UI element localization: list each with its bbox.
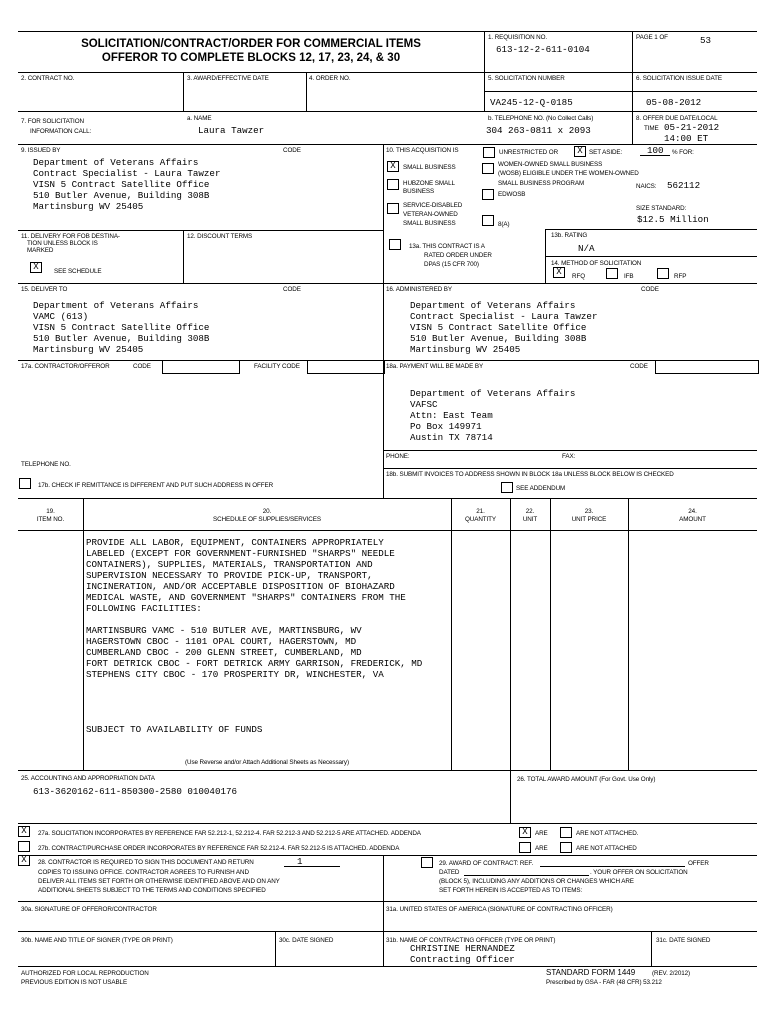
footer-authorized: AUTHORIZED FOR LOCAL REPRODUCTION [21,970,149,977]
28-text-line4: ADDITIONAL SHEETS SUBJECT TO THE TERMS AND CONDITIONS SPECIFIED [38,887,266,894]
accounting-value[interactable]: 613-3620162-611-850300-2580 010040176 [33,786,237,797]
col21-number: 21. [476,508,485,515]
footer-prescribed: Prescribed by GSA - FAR (48 CFR) 53.212 [546,979,662,986]
footer-revision: (REV. 2/2012) [652,970,691,977]
27b-are-label: ARE [535,845,548,852]
payment-code-field[interactable] [655,360,759,374]
rated-order-label-3: DPAS (15 CFR 700) [424,261,479,268]
rfq-label: RFQ [572,273,585,280]
issued-by-line-4: 510 Butler Avenue, Building 308B [33,190,210,201]
info-call-label-2: INFORMATION CALL: [30,128,92,135]
total-award-label: 26. TOTAL AWARD AMOUNT (For Govt. Use Only) [517,776,656,783]
order-no-label: 4. ORDER NO. [309,75,351,82]
col20-number: 20. [262,508,272,515]
payment-line-2: VAFSC [410,399,438,410]
contract-no-label: 2. CONTRACT NO. [21,75,75,82]
fob-label-3: MARKED [27,247,54,254]
administered-by-line-1: Department of Veterans Affairs [410,300,576,311]
payment-by-label: 18a. PAYMENT WILL BE MADE BY [386,363,484,370]
offer-due-label: 8. OFFER DUE DATE/LOCAL [636,115,718,122]
size-standard-value[interactable]: $12.5 Million [637,214,709,225]
edwosb-label: EDWOSB [498,191,526,198]
form-title-line1: SOLICITATION/CONTRACT/ORDER FOR COMMERCIAL ITEMS [81,38,421,50]
discount-terms-label: 12. DISCOUNT TERMS [187,233,253,240]
rating-value[interactable]: N/A [578,243,595,254]
contractor-code-label: CODE [133,363,151,370]
8a-label: 8(A) [498,221,510,228]
27a-are-checkbox[interactable]: X [519,827,531,838]
rated-order-label: 13a. THIS CONTRACT IS A [409,243,485,250]
29-text-line3: (BLOCK 5), INCLUDING ANY ADDITIONS OR CHANGES WHICH ARE [439,878,634,885]
28-text-line1: 28. CONTRACTOR IS REQUIRED TO SIGN THIS DOCUMENT AND RETURN [38,859,254,866]
29-offer-label: OFFER [688,860,709,867]
solicitation-number-value[interactable]: VA245-12-Q-0185 [490,97,573,108]
issued-by-label: 9. ISSUED BY [21,147,61,154]
issue-date-label: 6. SOLICITATION ISSUE DATE [636,75,722,82]
administered-by-line-4: 510 Butler Avenue, Building 308B [410,333,587,344]
col19-header: ITEM NO. [36,516,65,523]
co-name-label: 31b. NAME OF CONTRACTING OFFICER (TYPE OR PRINT) [386,937,556,944]
sdvosb-label-3: SMALL BUSINESS [403,220,456,227]
accounting-label: 25. ACCOUNTING AND APPROPRIATION DATA [21,775,155,782]
small-business-checkbox[interactable]: X [387,161,399,172]
administered-by-label: 16. ADMINISTERED BY [386,286,452,293]
set-aside-percent[interactable]: 100 [647,145,664,156]
ifb-label: IFB [624,273,634,280]
col24-number: 24. [688,508,697,515]
sdvosb-checkbox[interactable] [387,203,399,214]
col22-header: UNIT [522,516,538,523]
edwosb-checkbox[interactable] [482,189,494,200]
see-schedule-label: SEE SCHEDULE [54,268,102,275]
issued-by-code-label: CODE [283,147,301,154]
fob-label: 11. DELIVERY FOR FOB DESTINA- [21,233,120,240]
issued-by-line-1: Department of Veterans Affairs [33,157,199,168]
rfq-checkbox[interactable]: X [553,267,565,278]
col23-number: 23. [584,508,594,515]
rated-order-label-2: RATED ORDER UNDER [424,252,492,259]
contact-name-label: a. NAME [187,115,212,122]
reverse-note: (Use Reverse and/or Attach Additional Sheets as Necessary) [185,759,349,766]
deliver-to-code-label: CODE [283,286,301,293]
unrestricted-label: UNRESTRICTED OR [499,149,559,156]
offer-due-time[interactable]: 14:00 ET [664,133,709,144]
8a-checkbox[interactable] [482,215,494,226]
sdvosb-label-2: VETERAN-OWNED [403,211,458,218]
fob-label-2: TION UNLESS BLOCK IS [27,240,98,247]
facility-code-label: FACILITY CODE [254,363,300,370]
remittance-checkbox[interactable] [19,478,31,489]
set-aside-checkbox[interactable]: X [574,146,586,157]
page-label: PAGE 1 OF [636,34,668,41]
submit-invoices-label: 18b. SUBMIT INVOICES TO ADDRESS SHOWN IN BLOCK 18a UNLESS BLOCK BELOW IS CHECKED [386,471,674,478]
col23-header: UNIT PRICE [571,516,607,523]
co-date-signed-label: 31c. DATE SIGNED [656,937,711,944]
solicitation-method-label: 14. METHOD OF SOLICITATION [551,260,642,267]
administered-by-line-2: Contract Specialist - Laura Tawzer [410,311,598,322]
27a-are-label: ARE [535,830,548,837]
27b-text: 27b. CONTRACT/PURCHASE ORDER INCORPORATES BY REFERENCE FAR 52.212-4. FAR 52.212-5 IS ATTACHED. ADDENDA [38,845,400,852]
footer-previous-edition: PREVIOUS EDITION IS NOT USABLE [21,979,128,986]
footer-form-name: STANDARD FORM 1449 [546,968,636,977]
col22-number: 22. [525,508,535,515]
contractor-code-field[interactable] [162,360,240,374]
ifb-checkbox[interactable] [606,268,618,279]
29-text-line2: . YOUR OFFER ON SOLICITATION [590,869,688,876]
set-aside-label: SET ASIDE: [589,149,623,156]
see-addendum-label: SEE ADDENDUM [516,485,566,492]
contractor-label: 17a. CONTRACTOR/OFFEROR [21,363,110,370]
27a-are-not-checkbox[interactable] [560,827,572,838]
contact-name-value[interactable]: Laura Tawzer [198,125,265,136]
rfp-label: RFP [674,273,687,280]
issue-date-value[interactable]: 05-08-2012 [646,97,702,108]
28-checkbox[interactable]: X [18,855,30,866]
unrestricted-checkbox[interactable] [483,147,495,158]
rated-order-checkbox[interactable] [389,239,401,250]
27b-checkbox[interactable] [18,841,30,852]
offeror-signature-label: 30a. SIGNATURE OF OFFEROR/CONTRACTOR [21,906,157,913]
sdvosb-label: SERVICE-DISABLED [403,202,463,209]
payment-line-4: Po Box 149971 [410,421,482,432]
award-date-label: 3. AWARD/EFFECTIVE DATE [187,75,269,82]
offer-due-date[interactable]: 05-21-2012 [664,122,720,133]
28-text-line3: DELIVER ALL ITEMS SET FORTH OR OTHERWISE IDENTIFIED ABOVE AND ON ANY [38,878,280,885]
27a-text: 27a. SOLICITATION INCORPORATES BY REFERENCE FAR 52.212-1, 52.212-4. FAR 52.212-3 AND 52.212-5 ARE ATTACHED. ADDENDA [38,830,421,837]
col24-header: AMOUNT [679,516,706,523]
administered-by-code-label: CODE [641,286,659,293]
info-call-label: 7. FOR SOLICITATION [21,118,84,125]
acquisition-label: 10. THIS ACQUISITION IS [386,147,459,154]
27b-are-not-checkbox[interactable] [560,842,572,853]
payment-fax-label: FAX: [562,453,576,460]
27b-are-checkbox[interactable] [519,842,531,853]
issued-by-line-5: Martinsburg WV 25405 [33,201,144,212]
requisition-no-label: 1. REQUISITION NO. [488,34,548,41]
deliver-to-line-4: 510 Butler Avenue, Building 308B [33,333,210,344]
col21-header: QUANTITY [464,516,497,523]
co-name-value: CHRISTINE HERNANDEZ [410,943,515,954]
offer-due-time-label: TIME [644,125,659,132]
administered-by-line-5: Martinsburg WV 25405 [410,344,521,355]
27a-checkbox[interactable]: X [18,826,30,837]
solicitation-number-label: 5. SOLICITATION NUMBER [488,75,565,82]
col19-number: 19. [46,508,55,515]
29-checkbox[interactable] [421,857,433,868]
form-title-line2: OFFEROR TO COMPLETE BLOCKS 12, 17, 23, 24, & 30 [101,52,401,64]
payment-line-3: Attn: East Team [410,410,493,421]
deliver-to-label: 15. DELIVER TO [21,286,68,293]
see-addendum-checkbox[interactable] [501,482,513,493]
rating-label: 13b. RATING [551,232,588,239]
29-text-line1: 29. AWARD OF CONTRACT: REF. [439,860,534,867]
naics-label: NAICS: [636,183,657,190]
percent-for-label: % FOR: [672,149,694,156]
offeror-date-signed-label: 30c. DATE SIGNED [279,937,334,944]
29-text-line4: SET FORTH HEREIN IS ACCEPTED AS TO ITEMS: [439,887,583,894]
requisition-no-value[interactable]: 613-12-2-611-0104 [496,44,590,55]
administered-by-line-3: VISN 5 Contract Satellite Office [410,322,587,333]
deliver-to-line-2: VAMC (613) [33,311,89,322]
29-dated-label: DATED [439,869,460,876]
27b-are-not-label: ARE NOT ATTACHED [576,845,637,852]
wosb-label-2: (WOSB) ELIGIBLE UNDER THE WOMEN-OWNED [498,170,639,177]
hubzone-label: HUBZONE SMALL [403,180,455,187]
co-title-value: Contracting Officer [410,954,515,965]
co-signature-label: 31a. UNITED STATES OF AMERICA (SIGNATURE OF CONTRACTING OFFICER) [386,906,613,913]
remittance-label: 17b. CHECK IF REMITTANCE IS DIFFERENT AND PUT SUCH ADDRESS IN OFFER [38,482,274,489]
wosb-label-3: SMALL BUSINESS PROGRAM [498,180,585,187]
col20-header: SCHEDULE OF SUPPLIES/SERVICES [213,516,321,523]
signer-name-label: 30b. NAME AND TITLE OF SIGNER (TYPE OR PRINT) [21,937,173,944]
telephone-label: b. TELEPHONE NO. (No Collect Calls) [488,115,594,122]
27a-are-not-label: ARE NOT ATTACHED. [576,830,639,837]
payment-phone-label: PHONE: [386,453,410,460]
payment-line-1: Department of Veterans Affairs [410,388,576,399]
telephone-value[interactable]: 304 263-0811 x 2093 [486,125,591,136]
telephone-no-label: TELEPHONE NO. [21,461,71,468]
page-count: 53 [700,35,712,46]
payment-code-label: CODE [630,363,648,370]
see-schedule-checkbox[interactable]: X [30,262,42,273]
deliver-to-line-3: VISN 5 Contract Satellite Office [33,322,210,333]
naics-value[interactable]: 562112 [667,180,701,191]
hubzone-label-2: BUSINESS [403,188,435,195]
issued-by-line-2: Contract Specialist - Laura Tawzer [33,168,221,179]
issued-by-line-3: VISN 5 Contract Satellite Office [33,179,210,190]
schedule-description: PROVIDE ALL LABOR, EQUIPMENT, CONTAINERS APPROPRIATELY LABELED (EXCEPT FOR GOVERNMENT-FURNISHED "SHARPS" NEEDLE CONTAINERS), SUPPLIES, MATERIALS, TRANSPORTATION AND SUPERVISION NECESSARY TO PROVIDE PICK-UP, TRANSPORT, INCINERATION, AND/OR ACCEPTABLE DISPOSITION OF BIOHAZARD MEDICAL WASTE, AND GOVERNMENT "SHARPS" CONTAINERS FROM THE FOLLOWING FACILITIES: MARTINSBURG VAMC - 510 BUTLER AVE, MARTINSBURG, WV HAGERSTOWN CBOC - 1101 OPAL COURT, HAGERSTOWN, MD CUMBERLAND CBOC - 200 GLENN STREET, CUMBERLAND, MD FORT DETRICK CBOC - FORT DETRICK ARMY GARRISON, FREDERICK, MD STEPHENS CITY CBOC - 170 PROSPERITY DR, WINCHESTER, VA SUBJECT TO AVAILABILITY OF FUNDS [86,537,423,735]
28-text-line2: COPIES TO ISSUING OFFICE. CONTRACTOR AGREES TO FURNISH AND [38,869,249,876]
28-copies-value[interactable]: 1 [297,856,303,867]
size-standard-label: SIZE STANDARD: [636,205,687,212]
wosb-checkbox[interactable] [482,163,494,174]
rfp-checkbox[interactable] [657,268,669,279]
deliver-to-line-1: Department of Veterans Affairs [33,300,199,311]
wosb-label: WOMEN-OWNED SMALL BUSINESS [498,161,603,168]
hubzone-checkbox[interactable] [387,179,399,190]
small-business-label: SMALL BUSINESS [403,164,456,171]
deliver-to-line-5: Martinsburg WV 25405 [33,344,144,355]
facility-code-field[interactable] [307,360,385,374]
payment-line-5: Austin TX 78714 [410,432,493,443]
